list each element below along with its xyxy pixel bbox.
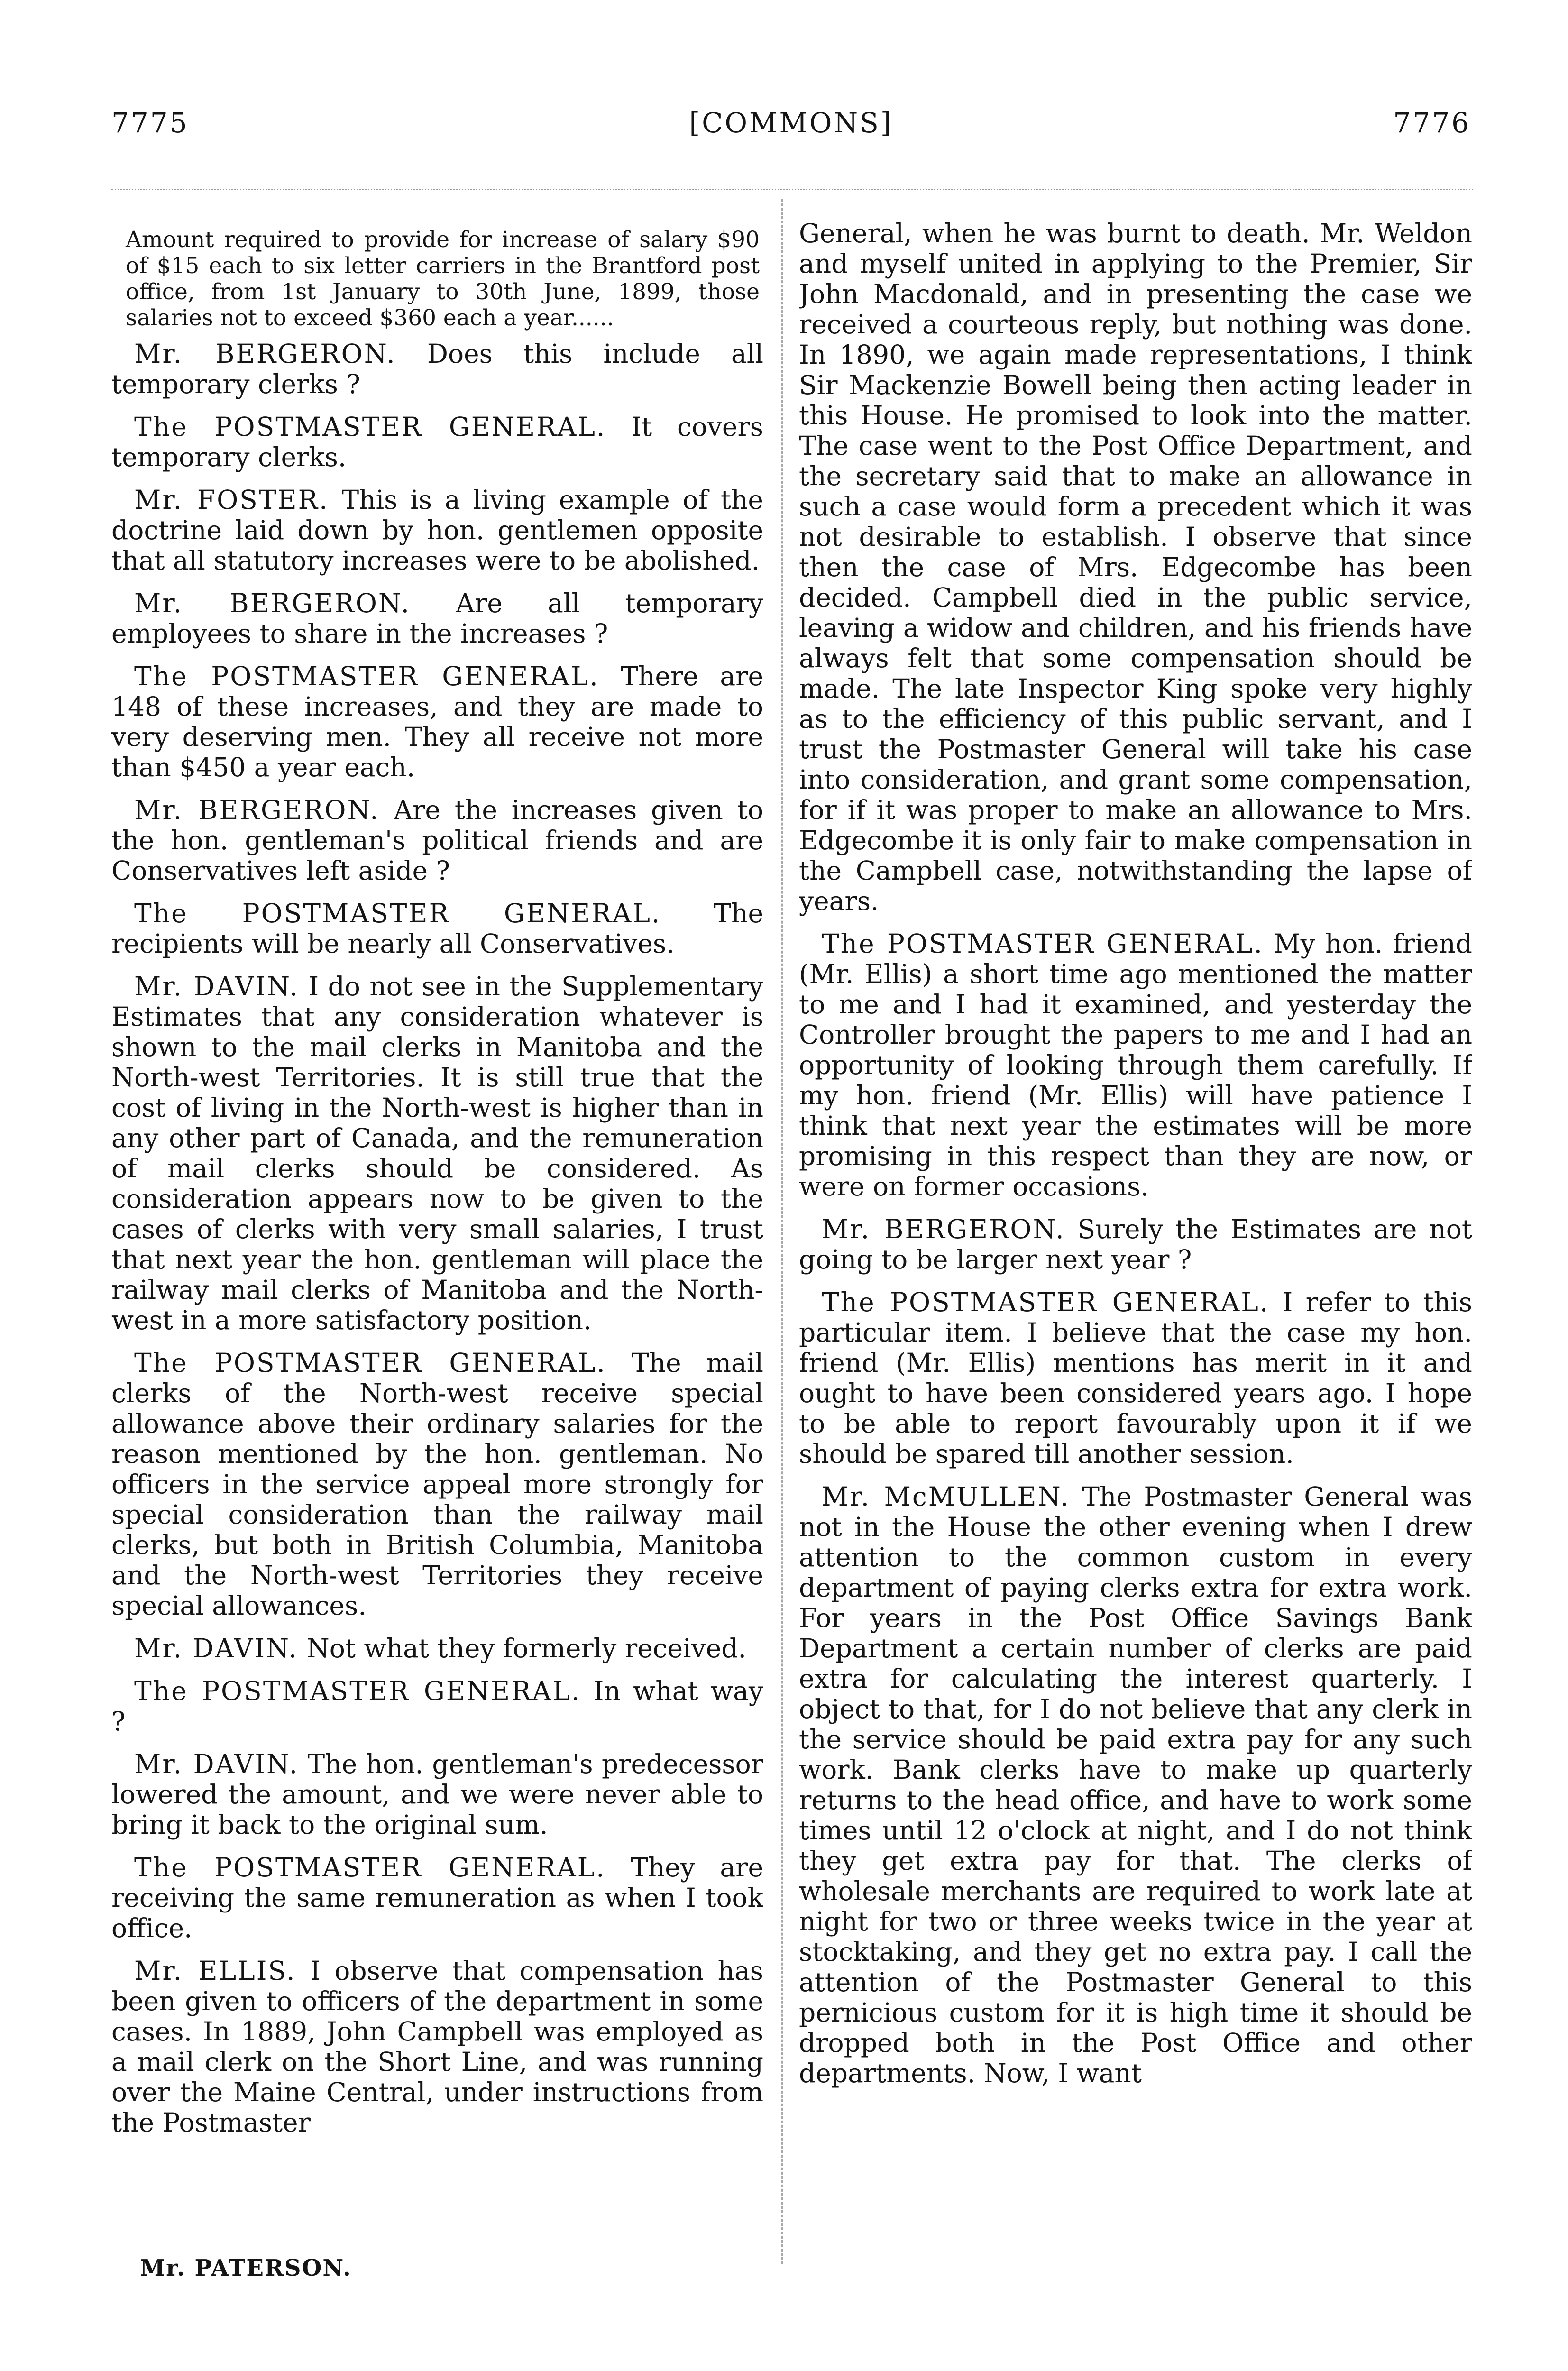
speaker-name: The POSTMASTER GENERAL.: [134, 412, 606, 442]
speech-text: Are the increases given to the hon. gentleman's political friends and are Conservatives left aside ?: [111, 795, 763, 886]
speech: [111, 412, 763, 472]
speech-text: I refer to this particular item. I believe that the case my hon. friend (Mr. Ellis) mentions has merit in it and ought to have been considered years ago. I hope to be able to report favourably upon it if we should be spared till another session.: [799, 1287, 1472, 1469]
page-header: [111, 107, 1471, 139]
speaker-name: Mr. DAVIN.: [134, 971, 300, 1002]
speech: [799, 928, 1472, 1202]
speech-text: Are all temporary employees to share in the increases ?: [111, 588, 763, 649]
speech: [111, 1749, 763, 1840]
column-divider: [781, 199, 783, 2264]
speaker-name: Mr. FOSTER.: [134, 485, 329, 515]
speech: [111, 795, 763, 886]
speech: [799, 1214, 1472, 1275]
speaker-name: Mr. DAVIN.: [134, 1633, 299, 1663]
running-title: [COMMONS]: [689, 107, 893, 139]
speaker-name: The POSTMASTER GENERAL.: [134, 1348, 606, 1378]
speaker-name: Mr. ELLIS.: [134, 1956, 296, 1986]
speech: [111, 1348, 763, 1621]
speech: [111, 485, 763, 576]
estimate-amount: $90: [717, 227, 760, 253]
speech-text: It covers temporary clerks.: [111, 412, 763, 472]
speech: [111, 1852, 763, 1943]
speech-text: Does this include all temporary clerks ?: [111, 339, 763, 399]
speaker-name: Mr. McMULLEN.: [822, 1481, 1070, 1512]
speech-continuation: General, when he was burnt to death. Mr. Weldon and myself united in applying to the Premier, Sir John Macdonald, and in presenting the case we received a courteous reply, but nothing was done. In 1890, we again made representations, I think Sir Mackenzie Bowell being then acting leader in this House. He promised to look into the matter. The case went to the Post Office Department, and the secretary said that to make an allowance in such a case would form a precedent which it was not desirable to establish. I observe that since then the case of Mrs. Edgecombe has been decided. Campbell died in the public service, leaving a widow and children, and his friends have always felt that some compensation should be made. The late Inspector King spoke very highly as to the efficiency of this public servant, and I trust the Postmaster General will take his case into consideration, and grant some compensation, for if it was proper to make an allowance to Mrs. Edgecombe it is only fair to make compensation in the Campbell case, notwithstanding the lapse of years.: [799, 218, 1472, 916]
page-number-right: 7776: [1393, 107, 1471, 139]
header-rule: [111, 189, 1473, 190]
speaker-name: Mr. BERGERON.: [134, 339, 396, 369]
speech-text: They are receiving the same remuneration as when I took office.: [111, 1852, 763, 1943]
speech-text: The mail clerks of the North-west receive special allowance above their ordinary salaries for the reason mentioned by the hon. gentleman. No officers in the service appeal more strongly for special consideration than the railway mail clerks, but both in British Columbia, Manitoba and the North-west Territories they receive special allowances.: [111, 1348, 763, 1621]
speaker-name: The POSTMASTER GENERAL.: [134, 1676, 581, 1706]
speech: [799, 1481, 1472, 2088]
speaker-name: Mr. BERGERON.: [134, 588, 411, 618]
speech-text: I do not see in the Supplementary Estimates that any consideration whatever is shown to the mail clerks in Manitoba and the North-west Territories. It is still true that the cost of living in the North-west is higher than in any other part of Canada, and the remuneration of mail clerks should be considered. As consideration appears now to be given to the cases of clerks with very small salaries, I trust that next year the hon. gentleman will place the railway mail clerks of Manitoba and the North-west in a more satisfactory position.: [111, 971, 763, 1335]
speech: [111, 1676, 763, 1737]
speaker-name: Mr. BERGERON.: [134, 795, 380, 825]
speech: [111, 1633, 763, 1663]
speech-text: There are 148 of these increases, and they are made to very deserving men. They all receive not more than $450 a year each.: [111, 661, 763, 782]
speech: [111, 898, 763, 959]
right-column: [799, 218, 1472, 2288]
left-column: [111, 218, 763, 2288]
speech-text: This is a living example of the doctrine laid down by hon. gentlemen opposite that all statutory increases were to be abolished.: [111, 485, 763, 576]
speaker-name: Mr. DAVIN.: [134, 1749, 299, 1779]
speaker-name: The POSTMASTER GENERAL.: [134, 898, 661, 928]
speaker-name: The POSTMASTER GENERAL.: [134, 1852, 606, 1883]
estimate-item: [111, 227, 763, 331]
estimate-text: Amount required to provide for increase of salary of $15 each to six letter carriers in the Brantford post office, from 1st January to 30th June, 1899, those salaries not to exceed $360 each a year......: [126, 227, 760, 331]
speaker-name: The POSTMASTER GENERAL.: [134, 661, 599, 691]
speech: [111, 339, 763, 399]
speech-text: The recipients will be nearly all Conservatives.: [111, 898, 763, 959]
speech-text: My hon. friend (Mr. Ellis) a short time ago mentioned the matter to me and I had it examined, and yesterday the Controller brought the papers to me and I had an opportunity of looking through them carefully. If my hon. friend (Mr. Ellis) will have patience I think that next year the estimates will be more promising in this respect than they are now, or were on former occasions.: [799, 928, 1472, 1202]
page-number-left: 7775: [111, 107, 189, 139]
speech-text: In what way ?: [111, 1676, 763, 1737]
footer-speaker-label: Mr. PATERSON.: [140, 2255, 352, 2281]
speech: [111, 1956, 763, 2138]
speech: [111, 661, 763, 782]
speech: [799, 1287, 1472, 1469]
speaker-name: The POSTMASTER GENERAL.: [822, 1287, 1270, 1317]
speech-text: The hon. gentleman's predecessor lowered the amount, and we were never able to bring it back to the original sum.: [111, 1749, 763, 1840]
speech-text: The Postmaster General was not in the House the other evening when I drew attention to the common custom in every department of paying clerks extra for extra work. For years in the Post Office Savings Bank Department a certain number of clerks are paid extra for calculating the interest quarterly. I object to that, for I do not believe that any clerk in the service should be paid extra pay for any such work. Bank clerks have to make up quarterly returns to the head office, and have to work some times until 12 o'clock at night, and I do not think they get extra pay for that. The clerks of wholesale merchants are required to work late at night for two or three weeks twice in the year at stocktaking, and they get no extra pay. I call the attention of the Postmaster General to this pernicious custom for it is high time it should be dropped both in the Post Office and other departments. Now, I want: [799, 1481, 1472, 2088]
speech: [111, 971, 763, 1335]
speaker-name: Mr. BERGERON.: [822, 1214, 1065, 1244]
speech: [111, 588, 763, 649]
speech-text: I observe that compensation has been given to officers of the department in some cases. In 1889, John Campbell was employed as a mail clerk on the Short Line, and was running over the Maine Central, under instructions from the Postmaster: [111, 1956, 763, 2138]
speech-text: Surely the Estimates are not going to be larger next year ?: [799, 1214, 1472, 1275]
speech-text: Not what they formerly received.: [306, 1633, 746, 1663]
speaker-name: The POSTMASTER GENERAL.: [822, 928, 1264, 959]
